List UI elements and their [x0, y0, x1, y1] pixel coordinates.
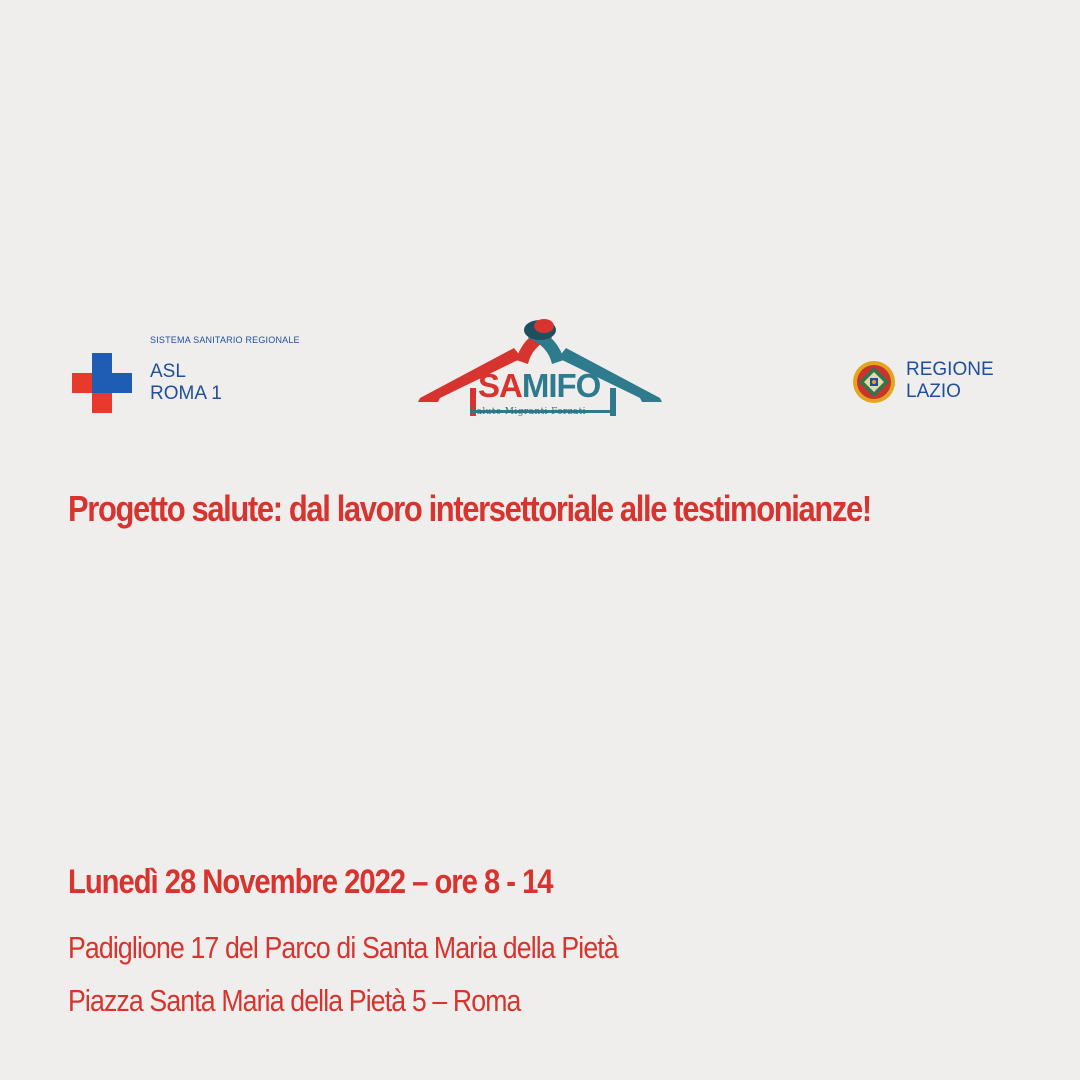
samifo-tagline: Salute Migranti Forzati: [470, 407, 586, 417]
samifo-wordmark-part2: MIFO: [521, 367, 601, 404]
asl-name-line2: ROMA 1: [150, 383, 222, 404]
event-venue-line1: Padiglione 17 del Parco di Santa Maria della Pietà: [68, 930, 618, 965]
red-blue-cross-icon: [72, 353, 132, 413]
asl-roma1-logo: [70, 330, 340, 420]
lazio-name-line2: LAZIO: [906, 381, 961, 402]
lazio-name: [906, 359, 994, 403]
asl-system-label: SISTEMA SANITARIO REGIONALE: [150, 335, 300, 345]
event-headline: Progetto salute: dal lavoro intersettoriale alle testimonianze!: [68, 488, 871, 529]
event-venue-line2: Piazza Santa Maria della Pietà 5 – Roma: [68, 983, 521, 1018]
lazio-emblem-icon: [852, 360, 896, 404]
lazio-name-line1: REGIONE: [906, 359, 994, 380]
samifo-wordmark: [478, 368, 600, 404]
asl-name-line1: ASL: [150, 361, 186, 382]
samifo-wordmark-part1: SA: [478, 367, 522, 404]
event-date-time: Lunedì 28 Novembre 2022 – ore 8 - 14: [68, 863, 553, 901]
samifo-logo: [418, 318, 662, 422]
regione-lazio-logo: [852, 358, 1022, 410]
asl-name: [150, 361, 222, 405]
